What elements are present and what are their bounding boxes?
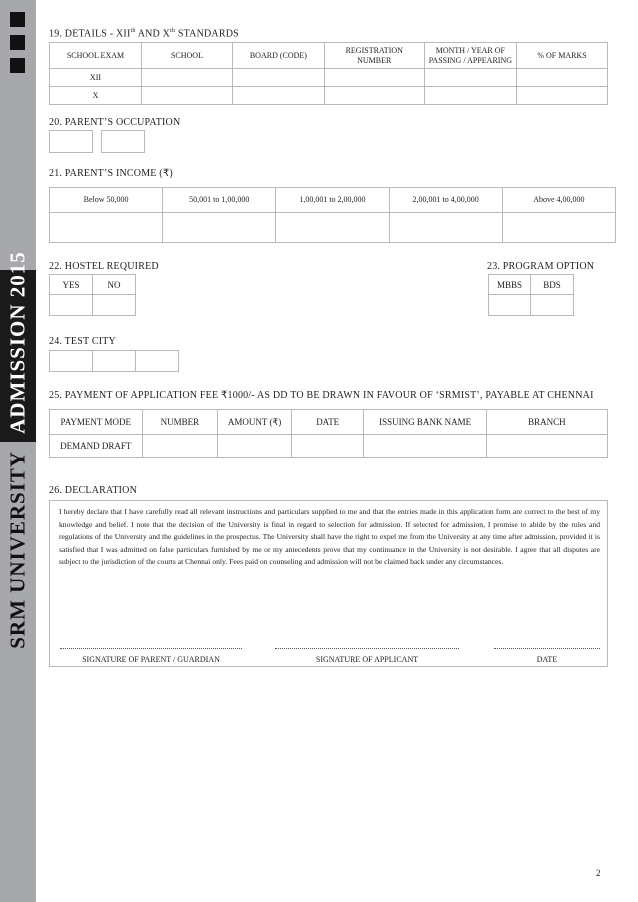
input-box[interactable] bbox=[92, 350, 136, 372]
signature-line bbox=[494, 648, 600, 649]
section-21-title: 21. PARENT’S INCOME (₹) bbox=[49, 168, 173, 179]
checkbox-no[interactable] bbox=[93, 295, 136, 316]
header-cell: AMOUNT (₹) bbox=[218, 410, 292, 435]
input-box[interactable] bbox=[49, 130, 93, 153]
input-cell[interactable] bbox=[502, 213, 615, 243]
option-label: MBBS bbox=[489, 275, 531, 295]
applicant-signature[interactable] bbox=[275, 648, 459, 664]
page-number: 2 bbox=[596, 868, 601, 878]
header-cell: BOARD (CODE) bbox=[232, 43, 324, 69]
signature-line bbox=[275, 648, 459, 649]
row-label: X bbox=[50, 87, 142, 105]
header-cell: BRANCH bbox=[486, 410, 607, 435]
header-cell: ISSUING BANK NAME bbox=[364, 410, 486, 435]
test-city-boxes bbox=[49, 350, 179, 372]
income-option: 1,00,001 to 2,00,000 bbox=[276, 188, 389, 213]
section-20-title: 20. PARENT’S OCCUPATION bbox=[49, 117, 181, 128]
declaration-text: I hereby declare that I have carefully read all relevant instructions and particulars supplied to me and that the entries made in this application form are correct to the best of my knowledge and belief. I note that the decision of the University is final in regard to selection for admission. If selected for admission, I promise to abide by the rules and regulations of the University and the guidelines in the prospectus. The University shall have the right to expel me from the University at any time after admission, provided it is satisfied that I was admitted on false particulars furnished by me or my antecedents prove that my continuance in the University is not desirable. I agree that all disputes are subject to the jurisdiction of the courts at Chennai only. Fees paid on counseling and admission will not be claimed back under any circumstances. bbox=[59, 507, 600, 566]
option-label: BDS bbox=[531, 275, 574, 295]
row-label: DEMAND DRAFT bbox=[50, 435, 143, 458]
declaration-box bbox=[49, 500, 608, 667]
signature-line bbox=[60, 648, 242, 649]
input-cell[interactable] bbox=[141, 69, 232, 87]
parent-signature[interactable] bbox=[60, 648, 242, 664]
section-24-title: 24. TEST CITY bbox=[49, 336, 116, 347]
hostel-table bbox=[49, 274, 136, 316]
checkbox-bds[interactable] bbox=[531, 295, 574, 316]
input-cell[interactable] bbox=[163, 213, 276, 243]
university-name: SRM UNIVERSITY bbox=[5, 450, 30, 649]
input-cell[interactable] bbox=[424, 87, 516, 105]
date-field[interactable] bbox=[494, 648, 600, 664]
input-box[interactable] bbox=[49, 350, 93, 372]
input-cell[interactable] bbox=[232, 87, 324, 105]
header-cell: MONTH / YEAR OF PASSING / APPEARING bbox=[424, 43, 516, 69]
input-cell[interactable] bbox=[517, 69, 608, 87]
square-marker-icon bbox=[10, 58, 25, 73]
income-option: 2,00,001 to 4,00,000 bbox=[389, 188, 502, 213]
input-cell[interactable] bbox=[486, 435, 607, 458]
header-cell: REGISTRATION NUMBER bbox=[324, 43, 424, 69]
input-cell[interactable] bbox=[364, 435, 486, 458]
section-25-title: 25. PAYMENT OF APPLICATION FEE ₹1000/- AS DD TO BE DRAWN IN FAVOUR OF ‘SRMIST’, PAYABLE AT CHENNAI bbox=[49, 390, 594, 401]
header-cell: SCHOOL EXAM bbox=[50, 43, 142, 69]
section-23-title: 23. PROGRAM OPTION bbox=[487, 261, 595, 272]
option-label: NO bbox=[93, 275, 136, 295]
input-cell[interactable] bbox=[324, 69, 424, 87]
input-cell[interactable] bbox=[276, 213, 389, 243]
payment-table bbox=[49, 409, 608, 458]
input-cell[interactable] bbox=[50, 213, 163, 243]
section-19-title: 19. DETAILS - XIIth AND Xth STANDARDS bbox=[49, 28, 239, 40]
square-marker-icon bbox=[10, 12, 25, 27]
input-box[interactable] bbox=[101, 130, 145, 153]
header-cell: PAYMENT MODE bbox=[50, 410, 143, 435]
sidebar bbox=[0, 0, 36, 902]
input-box[interactable] bbox=[135, 350, 179, 372]
applicant-signature-label: SIGNATURE OF APPLICANT bbox=[315, 655, 419, 664]
income-table bbox=[49, 187, 616, 243]
section-26-title: 26. DECLARATION bbox=[49, 485, 137, 496]
input-cell[interactable] bbox=[324, 87, 424, 105]
header-cell: % OF MARKS bbox=[517, 43, 608, 69]
header-cell: DATE bbox=[291, 410, 364, 435]
row-label: XII bbox=[50, 69, 142, 87]
input-cell[interactable] bbox=[424, 69, 516, 87]
parent-signature-label: SIGNATURE OF PARENT / GUARDIAN bbox=[82, 655, 220, 664]
input-cell[interactable] bbox=[517, 87, 608, 105]
income-option: Above 4,00,000 bbox=[502, 188, 615, 213]
admission-year: ADMISSION 2015 bbox=[5, 251, 30, 434]
option-label: YES bbox=[50, 275, 93, 295]
occupation-boxes bbox=[49, 130, 145, 153]
square-marker-icon bbox=[10, 35, 25, 50]
header-cell: SCHOOL bbox=[141, 43, 232, 69]
header-cell: NUMBER bbox=[142, 410, 218, 435]
income-option: 50,001 to 1,00,000 bbox=[163, 188, 276, 213]
checkbox-yes[interactable] bbox=[50, 295, 93, 316]
date-label: DATE bbox=[536, 655, 558, 664]
checkbox-mbbs[interactable] bbox=[489, 295, 531, 316]
program-table bbox=[488, 274, 574, 316]
income-option: Below 50,000 bbox=[50, 188, 163, 213]
education-table bbox=[49, 42, 608, 105]
input-cell[interactable] bbox=[291, 435, 364, 458]
input-cell[interactable] bbox=[232, 69, 324, 87]
input-cell[interactable] bbox=[141, 87, 232, 105]
section-22-title: 22. HOSTEL REQUIRED bbox=[49, 261, 159, 272]
sidebar-title bbox=[6, 251, 31, 648]
input-cell[interactable] bbox=[142, 435, 218, 458]
input-cell[interactable] bbox=[389, 213, 502, 243]
input-cell[interactable] bbox=[218, 435, 292, 458]
